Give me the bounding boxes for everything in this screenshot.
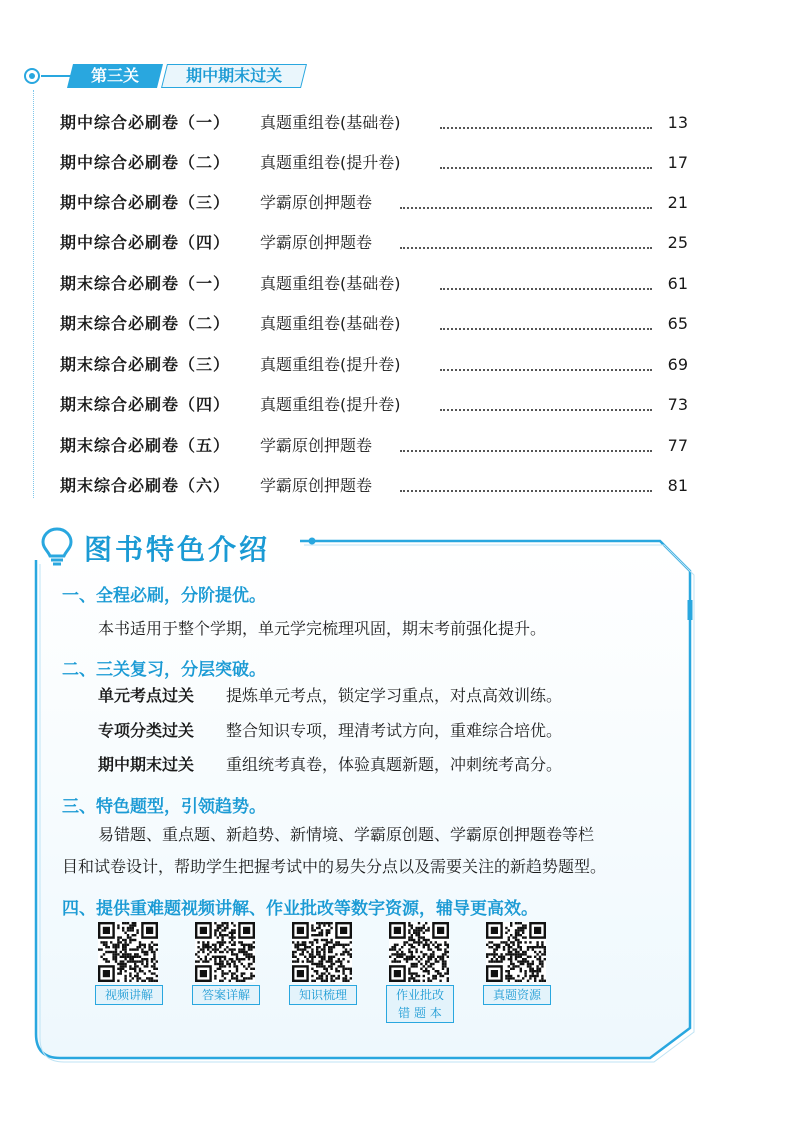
qr-label-answers: 答案详解 [192, 985, 260, 1005]
feature-subrow [98, 716, 564, 746]
feature-text-1: 本书适用于整个学期，单元学完梳理巩固，期末考前强化提升。 [98, 619, 547, 638]
qr-code-knowledge[interactable] [291, 922, 353, 982]
toc-page-number: 17 [667, 153, 688, 172]
qr-code-answers[interactable] [194, 922, 256, 982]
qr-label-video: 视频讲解 [95, 985, 163, 1005]
subrow-text: 提炼单元考点，锁定学习重点，对点高效训练。 [224, 681, 564, 711]
features-title: 图书特色介绍 [84, 533, 271, 566]
qr-code-icon [486, 922, 546, 982]
qr-label-knowledge: 知识梳理 [289, 985, 357, 1005]
toc-entry-name: 期中综合必刷卷（四） [60, 233, 231, 252]
toc-entry-name: 期中综合必刷卷（二） [60, 153, 231, 172]
subrow-text: 重组统考真卷，体验真题新题，冲刺统考高分。 [224, 750, 564, 780]
subrow-label: 单元考点过关 [98, 686, 195, 705]
toc-entry-subtitle: 真题重组卷(提升卷) [260, 355, 401, 374]
feature-subrow [98, 750, 564, 780]
qr-label-homework [386, 985, 454, 1023]
toc-entry-subtitle: 学霸原创押题卷 [260, 436, 373, 455]
toc-entry-name: 期中综合必刷卷（三） [60, 193, 231, 212]
qr-code-homework[interactable] [388, 922, 450, 982]
toc-entry-name: 期末综合必刷卷（六） [60, 476, 231, 495]
feature-heading-4: 四、提供重难题视频讲解、作业批改等数字资源，辅导更高效。 [62, 899, 538, 919]
toc-entry-name: 期中综合必刷卷（一） [60, 113, 231, 132]
feature-heading-2: 二、三关复习，分层突破。 [62, 660, 266, 680]
qr-label-line1: 作业批改 [395, 988, 444, 1002]
toc-entry-subtitle: 学霸原创押题卷 [260, 476, 373, 495]
qr-code-icon [292, 922, 352, 982]
subrow-text: 整合知识专项，理清考试方向，重难综合培优。 [224, 716, 564, 746]
toc-page-number: 65 [667, 314, 688, 333]
qr-code-exams[interactable] [485, 922, 547, 982]
feature-heading-3: 三、特色题型，引领趋势。 [62, 797, 266, 817]
subrow-label: 专项分类过关 [98, 721, 195, 740]
toc-entry-name: 期末综合必刷卷（一） [60, 274, 231, 293]
toc-entry-name: 期末综合必刷卷（三） [60, 355, 231, 374]
toc-page-number: 61 [667, 274, 688, 293]
toc-entry-subtitle: 真题重组卷(基础卷) [260, 274, 401, 293]
toc-entry-name: 期末综合必刷卷（四） [60, 395, 231, 414]
qr-code-icon [195, 922, 255, 982]
feature-text-3-line2: 目和试卷设计，帮助学生把握考试中的易失分点以及需要关注的新趋势题型。 [62, 857, 607, 876]
toc-entry-subtitle: 学霸原创押题卷 [260, 233, 373, 252]
feature-subrow [98, 681, 564, 711]
feature-text-3-line1: 易错题、重点题、新趋势、新情境、学霸原创题、学霸原创押题卷等栏 [98, 825, 595, 844]
light-bulb-icon [40, 526, 74, 570]
toc-page-number: 69 [667, 355, 688, 374]
toc-page-number: 81 [667, 476, 688, 495]
toc-entry-name: 期末综合必刷卷（二） [60, 314, 231, 333]
toc-page-number: 73 [667, 395, 688, 414]
section-number: 第三关 [90, 66, 139, 85]
toc-page-number: 21 [667, 193, 688, 212]
toc-entry-subtitle: 真题重组卷(基础卷) [260, 314, 401, 333]
qr-code-video[interactable] [97, 922, 159, 982]
toc-page-number: 25 [667, 233, 688, 252]
qr-label-exams: 真题资源 [483, 985, 551, 1005]
toc-entry-subtitle: 真题重组卷(提升卷) [260, 153, 401, 172]
qr-code-icon [389, 922, 449, 982]
qr-code-icon [98, 922, 158, 982]
toc-entry-subtitle: 学霸原创押题卷 [260, 193, 373, 212]
feature-heading-1: 一、全程必刷，分阶提优。 [62, 586, 266, 606]
toc-entry-subtitle: 真题重组卷(提升卷) [260, 395, 401, 414]
toc-page-number: 77 [667, 436, 688, 455]
toc-entry-name: 期末综合必刷卷（五） [60, 436, 231, 455]
subrow-label: 期中期末过关 [98, 755, 195, 774]
toc-page-number: 13 [667, 113, 688, 132]
qr-label-line2: 错 题 本 [398, 1006, 442, 1020]
toc-entry-subtitle: 真题重组卷(基础卷) [260, 113, 401, 132]
section-title: 期中期末过关 [186, 66, 283, 85]
